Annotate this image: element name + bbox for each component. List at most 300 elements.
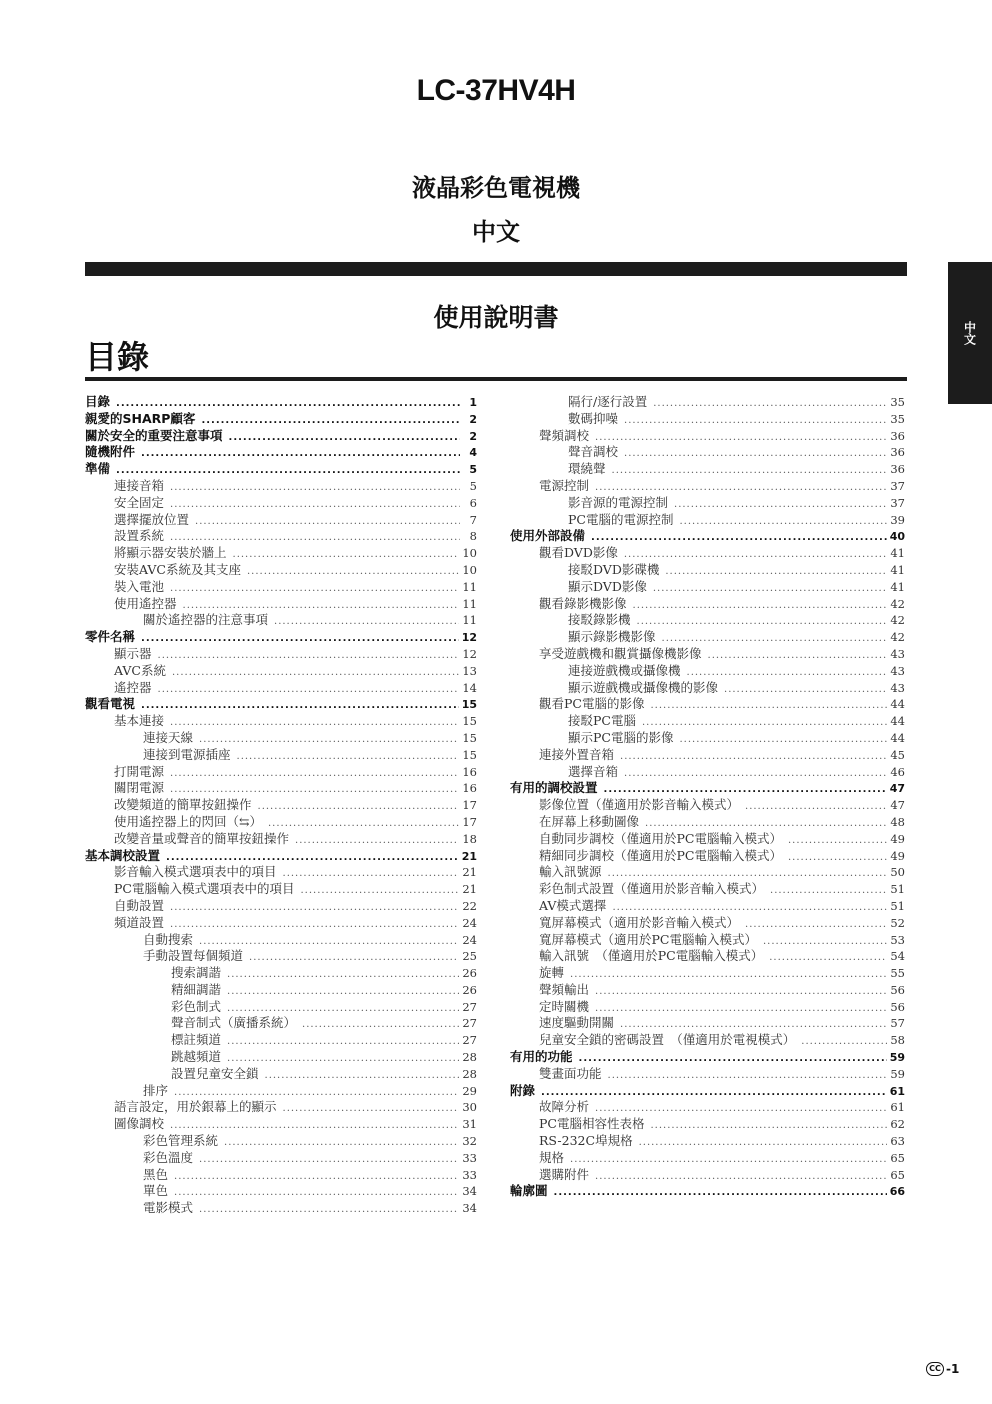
toc-leader-dots <box>624 547 888 562</box>
toc-leader-dots <box>174 1085 459 1100</box>
toc-entry-page: 25 <box>462 949 477 964</box>
toc-entry-page: 45 <box>890 747 905 762</box>
toc-leader-dots <box>170 782 459 797</box>
toc-leader-dots <box>662 631 888 646</box>
toc-entry-page: 34 <box>462 1201 477 1216</box>
toc-entry-page: 8 <box>469 529 477 544</box>
toc-entry <box>85 1183 477 1200</box>
toc-leader-dots <box>170 497 460 512</box>
toc-entry-title: 裝入電池 <box>114 578 165 594</box>
toc-entry <box>510 428 905 445</box>
toc-entry <box>510 932 905 949</box>
toc-entry-page: 44 <box>890 730 905 745</box>
toc-leader-dots <box>595 480 887 495</box>
toc-leader-dots <box>170 900 459 915</box>
toc-leader-dots <box>637 614 888 629</box>
toc-entry <box>510 579 905 596</box>
toc-entry-title: 定時關機 <box>539 998 590 1014</box>
toc-entry-page: 5 <box>469 478 477 493</box>
toc-leader-dots <box>687 665 888 680</box>
toc-entry <box>85 663 477 680</box>
toc-entry <box>510 680 905 697</box>
toc-entry-title: 圖像調校 <box>114 1116 165 1132</box>
toc-entry-page: 59 <box>889 1051 905 1065</box>
toc-entry <box>510 562 905 579</box>
toc-leader-dots <box>170 480 460 495</box>
toc-entry-page: 46 <box>890 764 905 779</box>
toc-entry <box>85 915 477 932</box>
toc-entry-title: 顯示DVD影像 <box>568 578 647 594</box>
toc-leader-dots <box>653 581 888 596</box>
toc-entry-title: 連接遊戲機或攝像機 <box>568 662 681 678</box>
toc-entry-title: 手動設置每個頻道 <box>143 948 244 964</box>
toc-entry-page: 10 <box>462 562 477 577</box>
toc-leader-dots <box>170 917 459 932</box>
toc-entry-title: 隔行/逐行設置 <box>568 394 648 409</box>
toc-entry <box>85 965 477 982</box>
toc-entry-page: 48 <box>890 814 905 829</box>
toc-entry-page: 12 <box>461 631 477 645</box>
toc-entry-page: 2 <box>469 412 477 426</box>
toc-entry <box>510 1015 905 1032</box>
toc-leader-dots <box>283 1101 460 1116</box>
toc-entry-title: 連接音箱 <box>114 477 165 493</box>
toc-entry <box>510 596 905 613</box>
toc-entry <box>85 411 477 428</box>
toc-entry-title: 改變音量或聲音的簡單按鈕操作 <box>114 830 290 846</box>
toc-entry <box>510 1032 905 1049</box>
toc-entry-page: 17 <box>462 814 477 829</box>
toc-entry <box>85 780 477 797</box>
toc-entry <box>510 1066 905 1083</box>
toc-entry-page: 63 <box>890 1134 905 1149</box>
toc-entry-title: 安全固定 <box>114 494 165 510</box>
toc-leader-dots <box>141 631 459 646</box>
toc-entry-page: 56 <box>890 982 905 997</box>
toc-entry <box>85 1099 477 1116</box>
toc-entry-title: 改變頻道的簡單按鈕操作 <box>114 797 252 813</box>
toc-entry <box>510 864 905 881</box>
toc-entry-page: 57 <box>890 1016 905 1031</box>
toc-leader-dots <box>158 682 460 697</box>
toc-entry-page: 5 <box>469 463 477 477</box>
language-side-tab <box>948 262 992 404</box>
toc-entry-page: 65 <box>890 1167 905 1182</box>
toc-leader-dots <box>295 833 459 848</box>
toc-entry-page: 27 <box>462 999 477 1014</box>
toc-leader-dots <box>237 749 460 764</box>
toc-entry-page: 11 <box>462 596 477 611</box>
toc-entry-title: 精細調諧 <box>171 981 222 997</box>
toc-entry <box>85 1167 477 1184</box>
toc-entry <box>85 528 477 545</box>
toc-entry <box>85 730 477 747</box>
toc-entry <box>85 562 477 579</box>
model-number: LC-37HV4H <box>416 74 576 107</box>
toc-entry-page: 4 <box>469 446 477 460</box>
toc-entry-page: 21 <box>461 849 477 863</box>
toc-entry-title: 影音源的電源控制 <box>568 494 669 510</box>
toc-entry-title: AV模式選擇 <box>539 897 607 913</box>
toc-leader-dots <box>170 715 459 730</box>
toc-entry-page: 26 <box>462 966 477 981</box>
toc-entry-page: 18 <box>462 831 477 846</box>
toc-entry-page: 13 <box>462 663 477 678</box>
cc-language-icon: CC <box>926 1362 944 1376</box>
toc-entry-page: 41 <box>890 562 905 577</box>
toc-entry-title: 電影模式 <box>143 1200 194 1216</box>
toc-entry-page: 15 <box>462 730 477 745</box>
toc-entry-title: 跳越頻道 <box>171 1049 222 1065</box>
toc-entry-page: 31 <box>462 1117 477 1132</box>
toc-entry-title: 連接外置音箱 <box>539 746 615 762</box>
toc-leader-dots <box>227 967 459 982</box>
toc-entry <box>85 1150 477 1167</box>
toc-entry-page: 27 <box>462 1033 477 1048</box>
toc-entry-title: PC電腦的電源控制 <box>568 511 674 527</box>
toc-entry <box>510 948 905 965</box>
toc-entry-page: 21 <box>462 865 477 880</box>
toc-leader-dots <box>653 396 887 411</box>
toc-entry-page: 53 <box>890 932 905 947</box>
toc-entry-page: 34 <box>462 1184 477 1199</box>
toc-entry <box>510 646 905 663</box>
toc-entry-title: 影音輸入模式選項表中的項目 <box>114 864 277 880</box>
toc-leader-dots <box>116 463 460 478</box>
toc-entry <box>85 848 477 865</box>
toc-leader-dots <box>201 413 460 428</box>
toc-leader-dots <box>604 782 887 797</box>
toc-entry-title: 彩色溫度 <box>143 1149 194 1165</box>
toc-entry-page: 15 <box>462 714 477 729</box>
toc-entry-page: 43 <box>890 680 905 695</box>
toc-entry-page: 17 <box>462 798 477 813</box>
toc-entry <box>85 982 477 999</box>
toc-entry-page: 28 <box>462 1066 477 1081</box>
header-bar <box>85 262 907 276</box>
toc-entry-page: 47 <box>889 782 905 796</box>
toc-leader-dots <box>283 866 460 881</box>
toc-entry <box>510 545 905 562</box>
toc-leader-dots <box>300 883 459 898</box>
toc-leader-dots <box>195 514 460 529</box>
toc-entry-page: 15 <box>462 747 477 762</box>
toc-leader-dots <box>763 934 887 949</box>
toc-entry-page: 65 <box>890 1150 905 1165</box>
toc-leader-dots <box>595 1169 887 1184</box>
toc-entry-title: 旋轉 <box>539 965 565 981</box>
toc-entry <box>510 982 905 999</box>
toc-entry-title: 電源控制 <box>539 477 590 493</box>
toc-entry-title: 單色 <box>143 1183 169 1199</box>
toc-entry <box>85 629 477 646</box>
toc-entry <box>510 764 905 781</box>
toc-entry <box>510 848 905 865</box>
toc-entry-title: 彩色制式 <box>171 998 222 1014</box>
toc-entry <box>510 411 905 428</box>
toc-entry-page: 1 <box>469 396 477 409</box>
toc-entry-page: 43 <box>890 646 905 661</box>
toc-leader-dots <box>170 766 459 781</box>
toc-entry-page: 7 <box>469 512 477 527</box>
toc-entry-title: 親愛的SHARP顧客 <box>85 410 196 426</box>
page-number-text: -1 <box>946 1362 960 1376</box>
toc-leader-dots <box>645 816 887 831</box>
toc-entry-page: 54 <box>890 949 905 964</box>
toc-leader-dots <box>570 967 887 982</box>
toc-entry <box>85 948 477 965</box>
toc-entry-title: 自動設置 <box>114 897 165 913</box>
toc-entry-title: 打開電源 <box>114 763 165 779</box>
toc-entry <box>510 1150 905 1167</box>
toc-entry-title: 雙畫面功能 <box>539 1065 602 1081</box>
toc-entry-page: 50 <box>890 865 905 880</box>
page-number <box>926 1362 959 1376</box>
toc-entry-page: 51 <box>890 882 905 897</box>
toc-entry <box>85 545 477 562</box>
toc-entry-page: 12 <box>462 646 477 661</box>
toc-leader-dots <box>639 1135 888 1150</box>
toc-entry-title: 聲頻調校 <box>539 427 590 443</box>
toc-leader-dots <box>541 1085 887 1100</box>
toc-entry-title: 使用遙控器 <box>114 595 177 611</box>
toc-entry-page: 49 <box>890 848 905 863</box>
toc-entry-title: 有用的調校設置 <box>510 780 598 796</box>
toc-leader-dots <box>570 1152 887 1167</box>
toc-leader-dots <box>170 530 460 545</box>
toc-entry-title: 基本調校設置 <box>85 847 161 863</box>
toc-entry <box>510 663 905 680</box>
toc-entry-page: 42 <box>890 596 905 611</box>
toc-entry-page: 15 <box>461 698 477 712</box>
toc-entry <box>510 1133 905 1150</box>
toc-entry-title: 寬屏幕模式（適用於PC電腦輸入模式） <box>539 931 757 947</box>
toc-entry-page: 16 <box>462 764 477 779</box>
toc-entry-title: 規格 <box>539 1149 565 1165</box>
toc-entry-title: 聲頻輸出 <box>539 981 590 997</box>
toc-entry-page: 16 <box>462 781 477 796</box>
toc-leader-dots <box>591 530 887 545</box>
toc-entry <box>85 512 477 529</box>
toc-entry-title: 頻道設置 <box>114 914 165 930</box>
toc-entry-title: 設置系統 <box>114 528 165 544</box>
toc-entry-title: 觀看電視 <box>85 696 136 712</box>
toc-entry-title: 影像位置（僅適用於影音輸入模式） <box>539 797 740 813</box>
toc-leader-dots <box>595 430 887 445</box>
toc-entry-title: 標註頻道 <box>171 1032 222 1048</box>
toc-leader-dots <box>724 682 887 697</box>
toc-entry-title: 選擇擺放位置 <box>114 511 190 527</box>
toc-entry <box>510 1167 905 1184</box>
toc-entry-title: 關於安全的重要注意事項 <box>85 427 223 443</box>
toc-leader-dots <box>227 1034 459 1049</box>
toc-entry-page: 35 <box>890 395 905 409</box>
toc-leader-dots <box>650 1118 887 1133</box>
toc-leader-dots <box>595 1001 887 1016</box>
toc-entry-title: 黑色 <box>143 1166 169 1182</box>
toc-leader-dots <box>227 1001 459 1016</box>
toc-entry-title: 基本連接 <box>114 713 165 729</box>
toc-entry-page: 42 <box>890 613 905 628</box>
toc-entry-title: 輸入訊號 （僅適用於PC電腦輸入模式） <box>539 948 764 964</box>
toc-entry <box>85 1066 477 1083</box>
toc-leader-dots <box>642 715 887 730</box>
manual-title: 使用說明書 <box>433 303 559 332</box>
toc-entry <box>85 713 477 730</box>
toc-entry-title: 隨機附件 <box>85 444 136 460</box>
toc-leader-dots <box>579 1051 887 1066</box>
toc-leader-dots <box>608 866 888 881</box>
toc-entry <box>85 461 477 478</box>
toc-entry-title: 附錄 <box>510 1082 536 1098</box>
toc-entry <box>510 394 905 411</box>
toc-entry-title: 顯示錄影機影像 <box>568 629 656 645</box>
toc-entry-page: 41 <box>890 546 905 561</box>
toc-entry <box>85 1083 477 1100</box>
toc-entry-title: 觀看PC電腦的影像 <box>539 696 645 712</box>
toc-entry-title: 聲音調校 <box>568 444 619 460</box>
toc-entry-title: 彩色管理系統 <box>143 1133 219 1149</box>
toc-entry-page: 42 <box>890 630 905 645</box>
toc-leader-dots <box>166 850 459 865</box>
toc-entry <box>510 999 905 1016</box>
toc-entry-page: 36 <box>890 428 905 443</box>
toc-entry-title: 目錄 <box>85 394 111 409</box>
toc-leader-dots <box>249 950 459 965</box>
toc-entry-title: RS-232C埠規格 <box>539 1133 633 1149</box>
toc-entry-title: 顯示PC電腦的影像 <box>568 729 674 745</box>
toc-entry <box>85 495 477 512</box>
toc-entry <box>85 394 477 411</box>
toc-entry-page: 44 <box>890 697 905 712</box>
toc-entry-title: 顯示遊戲機或攝像機的影像 <box>568 679 719 695</box>
toc-entry-page: 37 <box>890 478 905 493</box>
toc-entry <box>85 646 477 663</box>
toc-entry-title: 有用的功能 <box>510 1049 573 1065</box>
toc-entry <box>510 612 905 629</box>
toc-leader-dots <box>227 984 459 999</box>
toc-entry-title: 環繞聲 <box>568 461 606 477</box>
toc-column-left <box>85 394 477 1217</box>
toc-entry-page: 10 <box>462 546 477 561</box>
toc-entry-page: 62 <box>890 1117 905 1132</box>
toc-entry-page: 28 <box>462 1050 477 1065</box>
toc-leader-dots <box>674 497 887 512</box>
toc-leader-dots <box>745 799 887 814</box>
toc-leader-dots <box>708 648 888 663</box>
toc-entry-page: 56 <box>890 999 905 1014</box>
toc-entry <box>85 831 477 848</box>
toc-entry-page: 27 <box>462 1016 477 1031</box>
toc-entry-page: 35 <box>890 411 905 426</box>
toc-entry-page: 44 <box>890 714 905 729</box>
toc-entry-title: PC電腦相容性表格 <box>539 1116 645 1132</box>
toc-leader-dots <box>650 698 887 713</box>
toc-entry-title: 輪廓圖 <box>510 1183 548 1199</box>
toc-entry-page: 40 <box>889 530 905 544</box>
toc-leader-dots <box>199 934 459 949</box>
toc-entry-title: 顯示器 <box>114 645 152 661</box>
toc-entry <box>510 797 905 814</box>
toc-leader-dots <box>302 1017 459 1032</box>
toc-leader-dots <box>608 1068 888 1083</box>
toc-entry <box>85 1116 477 1133</box>
toc-leader-dots <box>624 446 887 461</box>
toc-entry-title: 使用外部設備 <box>510 528 586 544</box>
toc-leader-dots <box>268 816 459 831</box>
toc-entry-page: 36 <box>890 462 905 477</box>
toc-entry <box>85 428 477 445</box>
toc-entry-title: 設置兒童安全鎖 <box>171 1065 259 1081</box>
toc-entry-title: 聲音制式（廣播系統） <box>171 1015 297 1031</box>
toc-entry-title: 遙控器 <box>114 679 152 695</box>
toc-entry-title: 觀看錄影機影像 <box>539 595 627 611</box>
toc-entry-title: 安裝AVC系統及其支座 <box>114 561 241 577</box>
toc-entry <box>85 881 477 898</box>
toc-entry <box>85 1032 477 1049</box>
toc-entry-page: 24 <box>462 932 477 947</box>
toc-entry-title: 準備 <box>85 461 111 477</box>
toc-leader-dots <box>258 799 460 814</box>
toc-entry-title: 將顯示器安裝於牆上 <box>114 545 227 561</box>
toc-leader-dots <box>745 917 887 932</box>
toc-heading: 目錄 <box>85 338 150 376</box>
toc-entry <box>510 461 905 478</box>
toc-leader-dots <box>265 1068 460 1083</box>
toc-entry <box>85 1200 477 1217</box>
toc-entry-title: 數碼抑噪 <box>568 410 619 426</box>
toc-entry-page: 29 <box>462 1083 477 1098</box>
toc-entry <box>510 730 905 747</box>
toc-leader-dots <box>679 732 887 747</box>
toc-entry-page: 49 <box>890 831 905 846</box>
toc-entry <box>510 629 905 646</box>
toc-entry-title: 寬屏幕模式（適用於影音輸入模式） <box>539 914 740 930</box>
toc-entry <box>510 478 905 495</box>
toc-entry <box>85 747 477 764</box>
toc-entry-page: 55 <box>890 966 905 981</box>
toc-entry <box>510 915 905 932</box>
toc-leader-dots <box>141 446 460 461</box>
toc-leader-dots <box>174 1185 459 1200</box>
toc-entry-title: AVC系統 <box>114 662 166 678</box>
toc-leader-dots <box>170 1118 459 1133</box>
toc-leader-dots <box>174 1169 459 1184</box>
toc-entry <box>510 1183 905 1200</box>
toc-entry <box>510 696 905 713</box>
toc-column-right <box>510 394 905 1200</box>
toc-entry <box>510 898 905 915</box>
toc-leader-dots <box>274 614 459 629</box>
toc-entry-page: 21 <box>462 882 477 897</box>
toc-entry-page: 14 <box>462 680 477 695</box>
toc-entry-title: 輸入訊號源 <box>539 864 602 880</box>
toc-entry-title: 語言設定，用於銀幕上的顯示 <box>114 1099 277 1115</box>
toc-leader-dots <box>224 1135 459 1150</box>
toc-entry-title: 兒童安全鎖的密碼設置 （僅適用於電視模式） <box>539 1032 796 1048</box>
toc-entry <box>85 898 477 915</box>
toc-entry <box>85 1133 477 1150</box>
toc-entry-page: 39 <box>890 512 905 527</box>
toc-entry <box>510 831 905 848</box>
toc-entry <box>510 713 905 730</box>
toc-entry <box>510 444 905 461</box>
language-label: 中文 <box>472 218 520 246</box>
toc-entry-page: 43 <box>890 663 905 678</box>
toc-leader-dots <box>199 732 459 747</box>
toc-entry-title: 排序 <box>143 1082 169 1098</box>
toc-leader-dots <box>170 581 459 596</box>
